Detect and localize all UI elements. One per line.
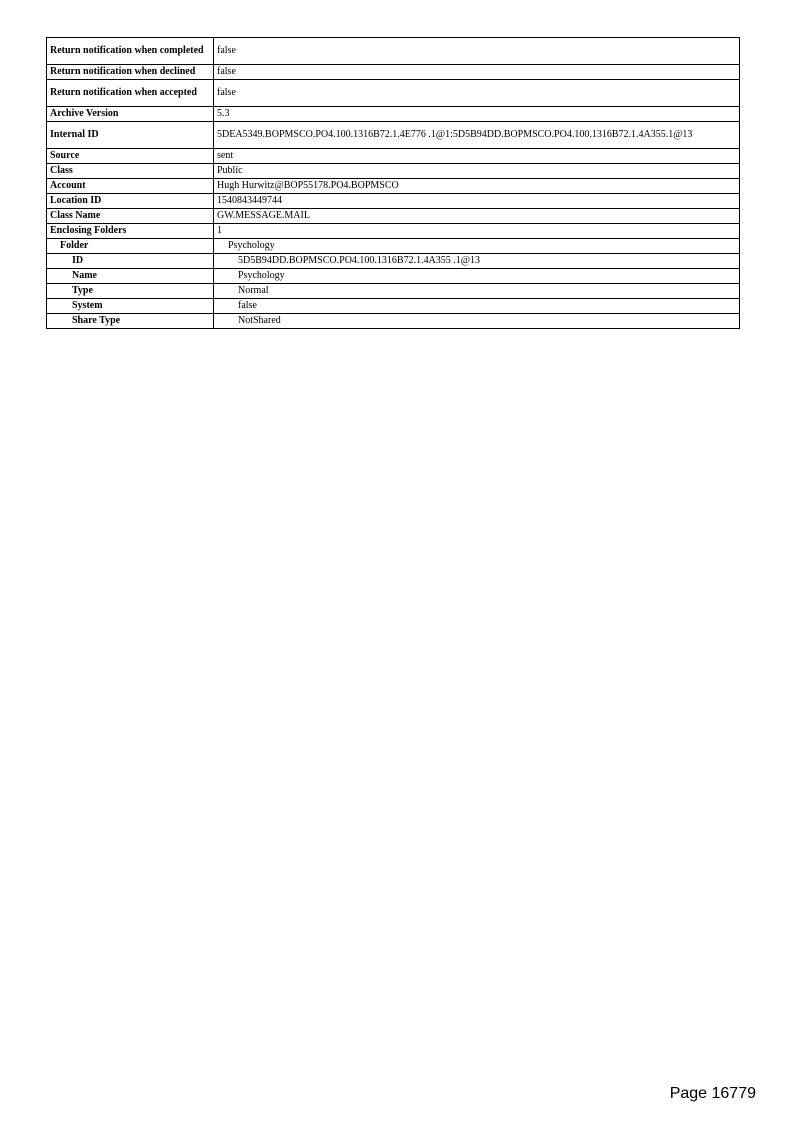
row-value: false: [214, 38, 740, 65]
table-row: [47, 65, 740, 80]
row-value: sent: [214, 149, 740, 164]
table-row: [47, 80, 740, 107]
row-label: Type: [47, 284, 214, 299]
table-row: [47, 164, 740, 179]
page-number: Page 16779: [669, 1085, 756, 1102]
row-value: 1540843449744: [214, 194, 740, 209]
table-row: [47, 38, 740, 65]
row-value: Psychology: [214, 239, 740, 254]
table-row: [47, 314, 740, 329]
table-row: [47, 284, 740, 299]
row-label: Return notification when declined: [47, 65, 214, 80]
table-row: [47, 269, 740, 284]
row-label: Enclosing Folders: [47, 224, 214, 239]
row-label: Location ID: [47, 194, 214, 209]
table-row: [47, 194, 740, 209]
properties-table: [46, 37, 740, 329]
row-value: 5D5B94DD.BOPMSCO.PO4.100.1316B72.1.4A355 .1@13: [214, 254, 740, 269]
row-value: false: [214, 299, 740, 314]
table-row: [47, 149, 740, 164]
row-label: System: [47, 299, 214, 314]
row-value: Normal: [214, 284, 740, 299]
row-label: Folder: [47, 239, 214, 254]
row-value: Public: [214, 164, 740, 179]
row-label: Class Name: [47, 209, 214, 224]
table-row: [47, 107, 740, 122]
row-value: GW.MESSAGE.MAIL: [214, 209, 740, 224]
row-value: 1: [214, 224, 740, 239]
table-row: [47, 179, 740, 194]
row-label: Return notification when completed: [47, 38, 214, 65]
row-label: Return notification when accepted: [47, 80, 214, 107]
table-row: [47, 299, 740, 314]
row-label: Class: [47, 164, 214, 179]
row-value: Psychology: [214, 269, 740, 284]
table-row: [47, 209, 740, 224]
row-value: 5DEA5349.BOPMSCO.PO4.100.1316B72.1.4E776 .1@1:5D5B94DD.BOPMSCO.PO4.100.1316B72.1.4A355.1@13: [214, 122, 740, 149]
table-row: [47, 239, 740, 254]
row-value: false: [214, 65, 740, 80]
row-value: Hugh Hurwitz@BOP55178.PO4.BOPMSCO: [214, 179, 740, 194]
row-label: Share Type: [47, 314, 214, 329]
table-row: [47, 122, 740, 149]
row-label: Source: [47, 149, 214, 164]
row-value: 5.3: [214, 107, 740, 122]
row-label: Archive Version: [47, 107, 214, 122]
row-label: Account: [47, 179, 214, 194]
table-row: [47, 224, 740, 239]
row-label: ID: [47, 254, 214, 269]
row-value: false: [214, 80, 740, 107]
row-value: NotShared: [214, 314, 740, 329]
row-label: Name: [47, 269, 214, 284]
table-row: [47, 254, 740, 269]
row-label: Internal ID: [47, 122, 214, 149]
